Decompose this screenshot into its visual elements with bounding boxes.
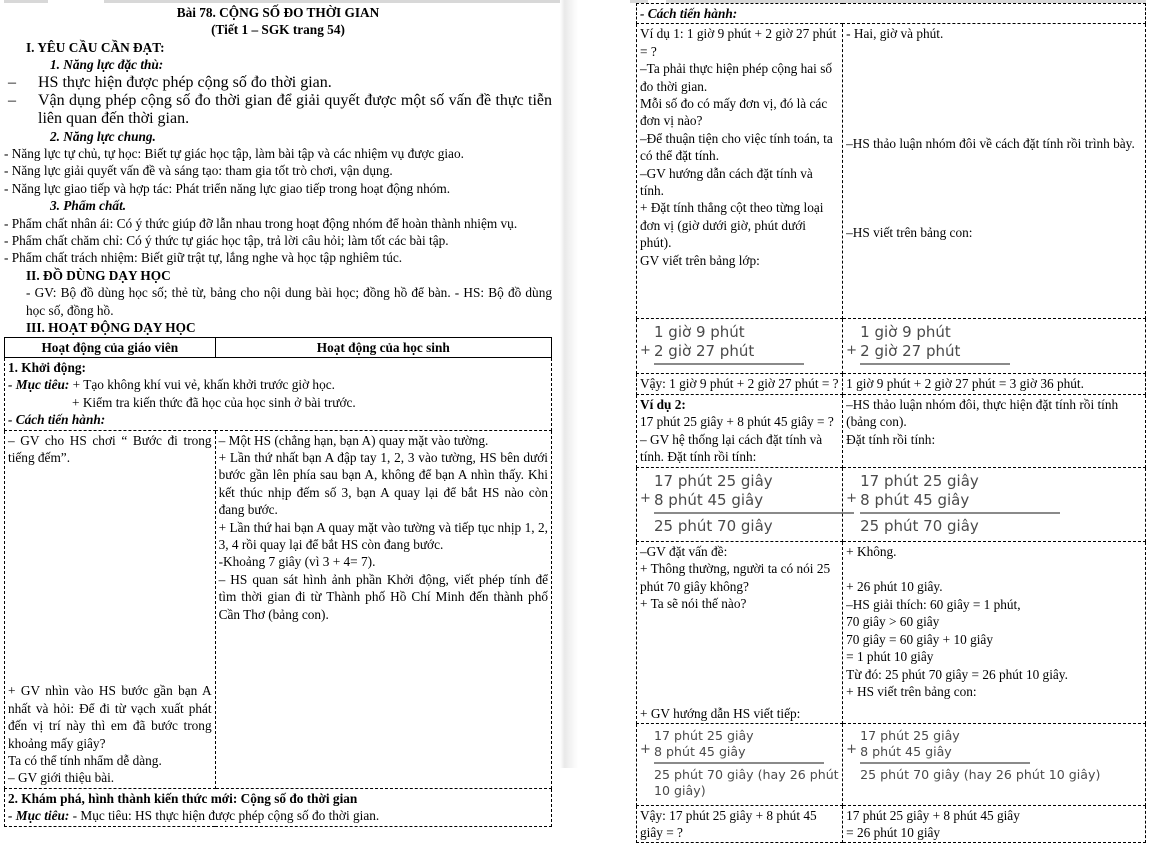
table-row	[5, 337, 552, 357]
ex2-conclusion-student	[843, 805, 1146, 843]
list-item-text: Vận dụng phép cộng số đo thời gian để giải quyết được một số vấn đề thực tiễn liên quan đến thời gian.	[38, 91, 552, 127]
math-addition-block	[640, 725, 839, 803]
student-line: + Lần thứ hai bạn A quay mặt vào tường và tiếp tục nhịp 1, 2, 3, 4 rồi quay lại để bắt HS còn đang bước.	[218, 519, 548, 552]
ex1-math-student-cell	[843, 319, 1146, 374]
ex2-teacher-line: 17 phút 25 giây + 8 phút 45 giây = ?	[640, 414, 834, 430]
ex2-teacher-line: – GV hệ thống lại cách đặt tính và tính. Đặt tính rồi tính:	[640, 431, 823, 465]
dash-marker: –	[8, 91, 16, 109]
table-row	[637, 805, 1146, 843]
student-activity-cell	[215, 430, 551, 788]
lesson-activity-table	[4, 337, 552, 827]
table-row	[637, 24, 1146, 319]
ex2-teacher-line: –GV đặt vấn đề:	[640, 544, 728, 560]
list-item-text: HS thực hiện được phép cộng số đo thời gian.	[38, 73, 332, 91]
plus-sign: +	[640, 342, 651, 358]
subsection-2-heading: 2. Năng lực chung.	[50, 128, 156, 144]
teaching-equipment-text: - GV: Bộ đồ dùng học số; thẻ từ, bảng cho nội dung bài học; đồng hồ để bàn. - HS: Bộ đồ dùng học số, đồng hồ.	[26, 285, 552, 318]
competency-line: - Năng lực giải quyết vấn đề và sáng tạo: tham gia tốt trò chơi, vận dụng.	[4, 163, 393, 179]
math-addition-block	[640, 320, 839, 372]
math-addition-block	[846, 725, 1142, 787]
ex1-conclusion-teacher: Vậy: 1 giờ 9 phút + 2 giờ 27 phút = ?	[637, 374, 843, 394]
ex2-discussion-teacher	[637, 542, 843, 724]
ex2-student-line: + HS viết trên bảng con:	[846, 683, 977, 699]
math-operand-2: 2 giờ 27 phút	[654, 342, 755, 361]
ex2-math-teacher-cell	[637, 467, 843, 542]
quality-line: - Phẩm chất nhân ái: Có ý thức giúp đỡ lẫn nhau trong hoạt động nhóm để hoàn thành nhiệm vụ.	[4, 215, 518, 231]
teacher-activity-cell	[5, 430, 216, 788]
table-row	[637, 467, 1146, 542]
lesson-activity-table-continued	[636, 3, 1146, 843]
table-row	[5, 357, 552, 430]
ex2-title: Ví dụ 2:	[640, 396, 686, 412]
ex2-teacher-line: + Ta sẽ nói thế nào?	[640, 596, 747, 612]
math-rule-line	[860, 512, 1060, 514]
ex2-student-line: Đặt tính rồi tính:	[846, 431, 936, 447]
ex2-math-student-cell	[843, 467, 1146, 542]
math-rule-line	[654, 363, 804, 365]
table-row	[5, 788, 552, 826]
ex2-conclusion-line: 17 phút 25 giây + 8 phút 45 giây	[846, 807, 1020, 823]
quality-line: - Phẩm chất chăm chỉ: Có ý thức tự giác học tập, trả lời câu hỏi; làm tốt các bài tập.	[4, 233, 449, 249]
page-right	[578, 0, 1156, 840]
math-operand-2: 8 phút 45 giây	[860, 490, 970, 509]
table-row	[637, 4, 1146, 24]
page-top-edge-left	[4, 0, 48, 3]
section-iii-heading: III. HOẠT ĐỘNG DẠY HỌC	[26, 320, 196, 336]
table-row	[637, 542, 1146, 724]
math-operand-1: 17 phút 25 giây	[654, 728, 754, 744]
math-addition-block	[846, 320, 1142, 372]
math-addition-block	[846, 469, 1142, 541]
math-operand-1: 17 phút 25 giây	[860, 728, 960, 744]
student-line: – Một HS (chẳng hạn, bạn A) quay mặt vào tường.	[218, 432, 489, 448]
ex2-teacher-cell	[637, 394, 843, 467]
ex1-student-line: –HS thảo luận nhóm đôi về cách đặt tính rồi trình bày.	[846, 135, 1135, 151]
math-rule-line	[860, 762, 1030, 764]
ex1-student-line: - Hai, giờ và phút.	[846, 26, 944, 42]
teacher-line: – GV giới thiệu bài.	[8, 770, 115, 786]
goal-text: + Tạo không khí vui vẻ, khấn khởi trước giờ học.	[72, 377, 335, 393]
ex2-math2-teacher-cell	[637, 724, 843, 805]
method-label: - Cách tiến hành:	[640, 6, 738, 21]
math-operand-1: 1 giờ 9 phút	[654, 323, 745, 342]
ex2-conclusion-line: = 26 phút 10 giây	[846, 824, 941, 840]
warmup-intro-cell	[5, 357, 552, 430]
goal-label: - Mục tiêu:	[8, 808, 70, 824]
ex2-math2-student-cell	[843, 724, 1146, 805]
section-i-heading: I. YÊU CẦU CẦN ĐẠT:	[26, 39, 165, 55]
discovery-cell	[5, 788, 552, 826]
math-rule-line	[860, 363, 1010, 365]
ex2-student-line: 70 giây > 60 giây	[846, 614, 940, 630]
math-sum: 25 phút 70 giây	[654, 516, 773, 535]
ex2-discussion-student	[843, 542, 1146, 724]
discovery-title: 2. Khám phá, hình thành kiến thức mới: Cộng số đo thời gian	[8, 790, 358, 806]
list-item	[4, 74, 552, 92]
list-item	[4, 92, 552, 128]
ex2-student-line: + Không.	[846, 544, 897, 560]
ex1-student-cell	[843, 24, 1146, 319]
plus-sign: +	[846, 342, 858, 358]
ex2-student-line: –HS thảo luận nhóm đôi, thực hiện đặt tính rồi tính (bảng con).	[846, 396, 1119, 430]
ex2-student-line: 70 giây = 60 giây + 10 giây	[846, 631, 993, 647]
method-header-cell	[637, 4, 1146, 24]
discovery-goal	[8, 807, 548, 824]
table-row	[637, 319, 1146, 374]
ex1-student-line: –HS viết trên bảng con:	[846, 225, 973, 241]
math-operand-1: 17 phút 25 giây	[860, 471, 979, 490]
page-top-edge-left-2	[104, 0, 560, 3]
goal-text: - Mục tiêu: HS thực hiện được phép cộng số đo thời gian.	[72, 808, 380, 824]
page-top-edge-right-2	[666, 0, 1146, 3]
math-operand-1: 17 phút 25 giây	[654, 471, 773, 490]
math-operand-2: 2 giờ 27 phút	[860, 342, 961, 361]
page-left	[0, 0, 560, 824]
ex2-student-cell	[843, 394, 1146, 467]
teacher-line: + GV nhìn vào HS bước gần bạn A nhất và hỏi: Để đi từ vạch xuất phát đến vị trí này thì em đã bước trong khoảng mấy giây?	[8, 683, 212, 751]
ex2-student-line: = 1 phút 10 giây	[846, 649, 934, 665]
page-title: Bài 78. CỘNG SỐ ĐO THỜI GIAN	[176, 5, 380, 20]
student-line: – HS quan sát hình ảnh phần Khởi động, viết phép tính để tìm thời gian đi từ Thành phố Hồ Chí Minh đến thành phố Cần Thơ (bảng con).	[218, 571, 548, 622]
ex2-teacher-line: + GV hướng dẫn HS viết tiếp:	[640, 705, 801, 721]
ex1-teacher-line: –Ta phải thực hiện phép cộng hai số đo thời gian.	[640, 61, 833, 94]
column-header-student: Hoạt động của học sinh	[215, 337, 551, 357]
teacher-line: – GV cho HS chơi “ Bước đi trong tiếng đếm”.	[8, 432, 212, 465]
math-sum-with-alt: 25 phút 70 giây (hay 26 phút 10 giây)	[654, 767, 839, 799]
ex2-student-line: + 26 phút 10 giây.	[846, 579, 943, 595]
table-row	[637, 394, 1146, 467]
section-ii-heading: II. ĐỒ DÙNG DẠY HỌC	[26, 267, 171, 283]
math-rule-line	[654, 512, 854, 514]
method-label: - Cách tiến hành:	[8, 412, 106, 428]
quality-line: - Phẩm chất trách nhiệm: Biết giữ trật tự, lắng nghe và học tập nghiêm túc.	[4, 250, 403, 266]
teacher-line: Ta có thể tính nhẩm dễ dàng.	[8, 752, 162, 768]
ex2-conclusion-teacher: Vậy: 17 phút 25 giây + 8 phút 45 giây = ?	[637, 805, 843, 843]
math-operand-2: 8 phút 45 giây	[654, 490, 764, 509]
ex1-teacher-line: –Để thuận tiện cho việc tính toán, ta có thể đặt tính.	[640, 130, 833, 164]
page-gutter	[560, 0, 578, 768]
student-line: + Lần thứ nhất bạn A đập tay 1, 2, 3 vào tường, HS bên dưới bước gần lên phía sau bạn A, không để bạn A nhìn thấy. Khi kết thúc nhịp đếm số 3, bạn A quay lại để bắt HS nào còn đang bước.	[218, 449, 548, 518]
math-operand-1: 1 giờ 9 phút	[860, 323, 951, 342]
math-operand-2: 8 phút 45 giây	[860, 744, 952, 760]
table-row	[637, 374, 1146, 394]
ex1-teacher-line: Mỗi số đo có mấy đơn vị, đó là các đơn vị nào?	[640, 96, 828, 129]
page-top-edge-right	[630, 0, 648, 3]
competency-line: - Năng lực tự chủ, tự học: Biết tự giác học tập, làm bài tập và các nhiệm vụ được giao.	[4, 146, 464, 162]
table-row	[637, 724, 1146, 805]
student-line: -Khoảng 7 giây (vì 3 + 4= 7).	[218, 554, 376, 570]
ex1-conclusion-student: 1 giờ 9 phút + 2 giờ 27 phút = 3 giờ 36 phút.	[843, 374, 1146, 394]
math-sum: 25 phút 70 giây	[860, 516, 979, 535]
goal-label: - Mục tiêu:	[8, 377, 70, 393]
page-subtitle: (Tiết 1 – SGK trang 54)	[211, 22, 345, 38]
competency-line: - Năng lực giao tiếp và hợp tác: Phát triển năng lực giao tiếp trong hoạt động nhóm.	[4, 180, 451, 196]
warmup-goal-line	[8, 376, 548, 393]
ex1-teacher-line: + Đặt tính thẳng cột theo từng loại đơn vị (giờ dưới giờ, phút dưới phút).	[640, 200, 824, 251]
subsection-1-heading: 1. Năng lực đặc thù:	[50, 57, 164, 73]
ex1-teacher-line: Ví dụ 1: 1 giờ 9 phút + 2 giờ 27 phút = ?	[640, 26, 837, 59]
ex1-teacher-cell	[637, 24, 843, 319]
ex2-student-line: Từ đó: 25 phút 70 giây = 26 phút 10 giây.	[846, 666, 1068, 682]
math-sum-with-alt: 25 phút 70 giây (hay 26 phút 10 giây)	[860, 767, 1101, 783]
table-row	[5, 430, 552, 788]
ex1-teacher-line: GV viết trên bảng lớp:	[640, 252, 760, 268]
math-addition-block	[640, 469, 839, 541]
dash-marker: –	[8, 73, 16, 91]
warmup-goal-line-2: + Kiểm tra kiến thức đã học của học sinh ở bài trước.	[72, 394, 356, 410]
ex1-math-teacher-cell	[637, 319, 843, 374]
ex2-teacher-line: + Thông thường, người ta có nói 25 phút 70 giây không?	[640, 561, 831, 594]
warmup-title: 1. Khởi động:	[8, 359, 86, 375]
plus-sign: +	[846, 491, 858, 507]
ex1-teacher-line: –GV hướng dẫn cách đặt tính và tính.	[640, 165, 813, 199]
plus-sign: +	[640, 741, 651, 757]
column-header-teacher: Hoạt động của giáo viên	[5, 337, 216, 357]
math-rule-line	[654, 762, 824, 764]
plus-sign: +	[846, 741, 858, 757]
plus-sign: +	[640, 491, 651, 507]
math-operand-2: 8 phút 45 giây	[654, 744, 746, 760]
subsection-3-heading: 3. Phẩm chất.	[50, 198, 127, 214]
ex2-student-line: –HS giải thích: 60 giây = 1 phút,	[846, 596, 1021, 612]
